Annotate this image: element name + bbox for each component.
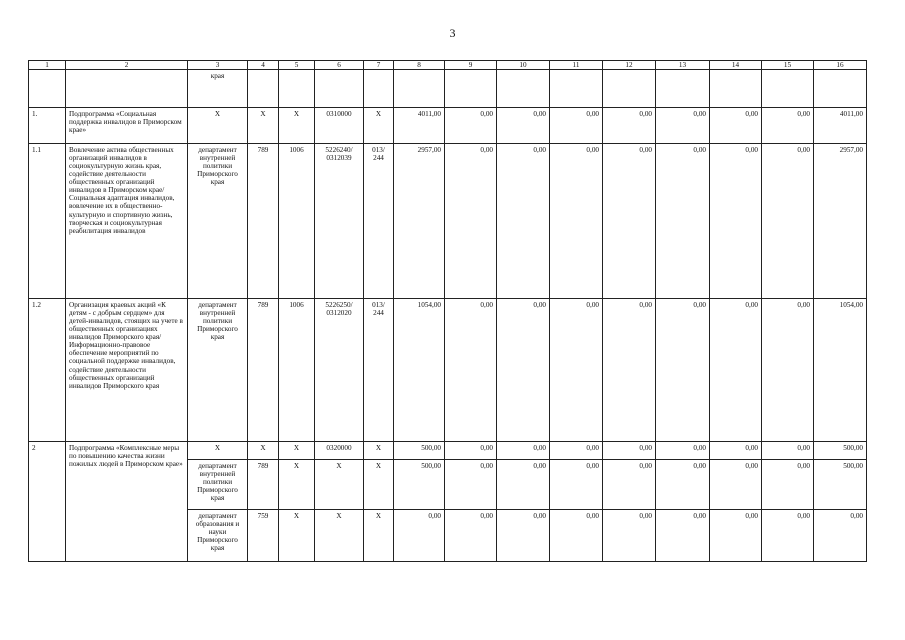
- code-cell: X: [279, 510, 315, 562]
- code-cell: X: [364, 108, 394, 144]
- code-cell: [364, 70, 394, 108]
- amount-cell: [497, 70, 550, 108]
- column-header: 14: [710, 61, 762, 70]
- amount-cell: 0,00: [445, 144, 497, 299]
- amount-cell: 4011,00: [814, 108, 867, 144]
- column-header: 4: [248, 61, 279, 70]
- amount-cell: 0,00: [550, 442, 603, 460]
- executor-cell: департамент внутренней политики Приморского края: [188, 299, 248, 442]
- amount-cell: 0,00: [656, 442, 710, 460]
- amount-cell: 0,00: [603, 299, 656, 442]
- program-name-cell: Организация краевых акций «К детям - с добрым сердцем» для детей-инвалидов, стоящих на учете в общественных организациях инвалидов Приморского края/ Информационно-правовое обеспечение мероприятий по социальной поддержке инвалидов, содействие деятельности общественных организаций инвалидов Приморского края: [66, 299, 188, 442]
- program-name-cell: Подпрограмма «Социальная поддержка инвалидов в Приморском крае»: [66, 108, 188, 144]
- code-cell: [315, 70, 364, 108]
- amount-cell: 0,00: [603, 460, 656, 510]
- column-header: 7: [364, 61, 394, 70]
- amount-cell: 0,00: [762, 108, 814, 144]
- amount-cell: 0,00: [762, 299, 814, 442]
- table-row: [29, 70, 867, 108]
- column-header: 1: [29, 61, 66, 70]
- amount-cell: [814, 70, 867, 108]
- amount-cell: 500,00: [394, 460, 445, 510]
- amount-cell: 0,00: [762, 510, 814, 562]
- amount-cell: 2957,00: [394, 144, 445, 299]
- code-cell: X: [279, 108, 315, 144]
- code-cell: X: [279, 460, 315, 510]
- amount-cell: 0,00: [656, 510, 710, 562]
- code-cell: X: [315, 510, 364, 562]
- column-header: 9: [445, 61, 497, 70]
- code-cell: 759: [248, 510, 279, 562]
- amount-cell: 500,00: [394, 442, 445, 460]
- code-cell: X: [364, 442, 394, 460]
- amount-cell: 0,00: [656, 299, 710, 442]
- executor-cell: департамент образования и науки Приморского края: [188, 510, 248, 562]
- amount-cell: 500,00: [814, 460, 867, 510]
- code-cell: 1006: [279, 144, 315, 299]
- amount-cell: 0,00: [497, 510, 550, 562]
- code-cell: X: [248, 108, 279, 144]
- row-number-cell: 1.1: [29, 144, 66, 299]
- amount-cell: 0,00: [445, 510, 497, 562]
- code-cell: 0320000: [315, 442, 364, 460]
- amount-cell: 0,00: [497, 108, 550, 144]
- amount-cell: 0,00: [814, 510, 867, 562]
- amount-cell: 0,00: [445, 108, 497, 144]
- column-header: 6: [315, 61, 364, 70]
- code-cell: 013/ 244: [364, 144, 394, 299]
- code-cell: 789: [248, 144, 279, 299]
- code-cell: X: [248, 442, 279, 460]
- code-cell: X: [364, 460, 394, 510]
- column-header: 11: [550, 61, 603, 70]
- amount-cell: 0,00: [656, 144, 710, 299]
- amount-cell: 0,00: [762, 144, 814, 299]
- column-header: 8: [394, 61, 445, 70]
- header-row: [29, 61, 867, 70]
- amount-cell: 0,00: [762, 442, 814, 460]
- row-number-cell: [29, 70, 66, 108]
- code-cell: 5226250/ 0312020: [315, 299, 364, 442]
- executor-cell: департамент внутренней политики Приморского края: [188, 460, 248, 510]
- amount-cell: 0,00: [550, 299, 603, 442]
- amount-cell: [656, 70, 710, 108]
- code-cell: 5226240/ 0312039: [315, 144, 364, 299]
- amount-cell: 1054,00: [394, 299, 445, 442]
- code-cell: 789: [248, 299, 279, 442]
- table-row: [29, 442, 867, 460]
- column-header: 3: [188, 61, 248, 70]
- amount-cell: 0,00: [445, 460, 497, 510]
- page-number: 3: [449, 26, 456, 40]
- amount-cell: [550, 70, 603, 108]
- amount-cell: 0,00: [710, 460, 762, 510]
- amount-cell: 0,00: [497, 460, 550, 510]
- row-number-cell: 2: [29, 442, 66, 562]
- amount-cell: 2957,00: [814, 144, 867, 299]
- amount-cell: 0,00: [550, 460, 603, 510]
- column-header: 13: [656, 61, 710, 70]
- amount-cell: 0,00: [497, 442, 550, 460]
- amount-cell: 0,00: [445, 442, 497, 460]
- amount-cell: [762, 70, 814, 108]
- code-cell: 789: [248, 460, 279, 510]
- amount-cell: [603, 70, 656, 108]
- amount-cell: 0,00: [497, 144, 550, 299]
- amount-cell: 0,00: [497, 299, 550, 442]
- amount-cell: 0,00: [394, 510, 445, 562]
- program-name-cell: Подпрограмма «Комплексные меры по повышению качества жизни пожилых людей в Приморском крае»: [66, 442, 188, 562]
- amount-cell: 0,00: [710, 108, 762, 144]
- code-cell: X: [315, 460, 364, 510]
- executor-cell: департамент внутренней политики Приморского края: [188, 144, 248, 299]
- table-row: [29, 144, 867, 299]
- budget-table: [28, 60, 867, 562]
- amount-cell: 500,00: [814, 442, 867, 460]
- amount-cell: 0,00: [603, 442, 656, 460]
- amount-cell: 0,00: [710, 144, 762, 299]
- executor-cell: края: [188, 70, 248, 108]
- amount-cell: 0,00: [550, 144, 603, 299]
- column-header: 16: [814, 61, 867, 70]
- amount-cell: [445, 70, 497, 108]
- column-header: 12: [603, 61, 656, 70]
- amount-cell: 0,00: [550, 510, 603, 562]
- code-cell: 0310000: [315, 108, 364, 144]
- amount-cell: 0,00: [603, 510, 656, 562]
- column-header: 2: [66, 61, 188, 70]
- amount-cell: 0,00: [656, 108, 710, 144]
- program-name-cell: Вовлечение актива общественных организаций инвалидов в социокультурную жизнь края, содействие деятельности общественных организаций инвалидов в Приморском крае/ Социальная адаптация инвалидов, вовлечение их в общественно-культурную и спортивную жизнь, творческая и социокультурная реабилитация инвалидов: [66, 144, 188, 299]
- table-row: [29, 299, 867, 442]
- executor-cell: X: [188, 442, 248, 460]
- code-cell: [248, 70, 279, 108]
- column-header: 15: [762, 61, 814, 70]
- row-number-cell: 1.: [29, 108, 66, 144]
- amount-cell: 0,00: [710, 299, 762, 442]
- code-cell: X: [279, 442, 315, 460]
- amount-cell: 0,00: [445, 299, 497, 442]
- amount-cell: 0,00: [550, 108, 603, 144]
- amount-cell: 0,00: [710, 510, 762, 562]
- amount-cell: 0,00: [762, 460, 814, 510]
- amount-cell: 0,00: [603, 144, 656, 299]
- amount-cell: 0,00: [656, 460, 710, 510]
- amount-cell: [394, 70, 445, 108]
- code-cell: 013/ 244: [364, 299, 394, 442]
- code-cell: X: [364, 510, 394, 562]
- code-cell: [279, 70, 315, 108]
- code-cell: 1006: [279, 299, 315, 442]
- amount-cell: 0,00: [603, 108, 656, 144]
- column-header: 10: [497, 61, 550, 70]
- executor-cell: X: [188, 108, 248, 144]
- amount-cell: 0,00: [710, 442, 762, 460]
- amount-cell: 1054,00: [814, 299, 867, 442]
- column-header: 5: [279, 61, 315, 70]
- row-number-cell: 1.2: [29, 299, 66, 442]
- amount-cell: 4011,00: [394, 108, 445, 144]
- amount-cell: [710, 70, 762, 108]
- table-row: [29, 108, 867, 144]
- program-name-cell: [66, 70, 188, 108]
